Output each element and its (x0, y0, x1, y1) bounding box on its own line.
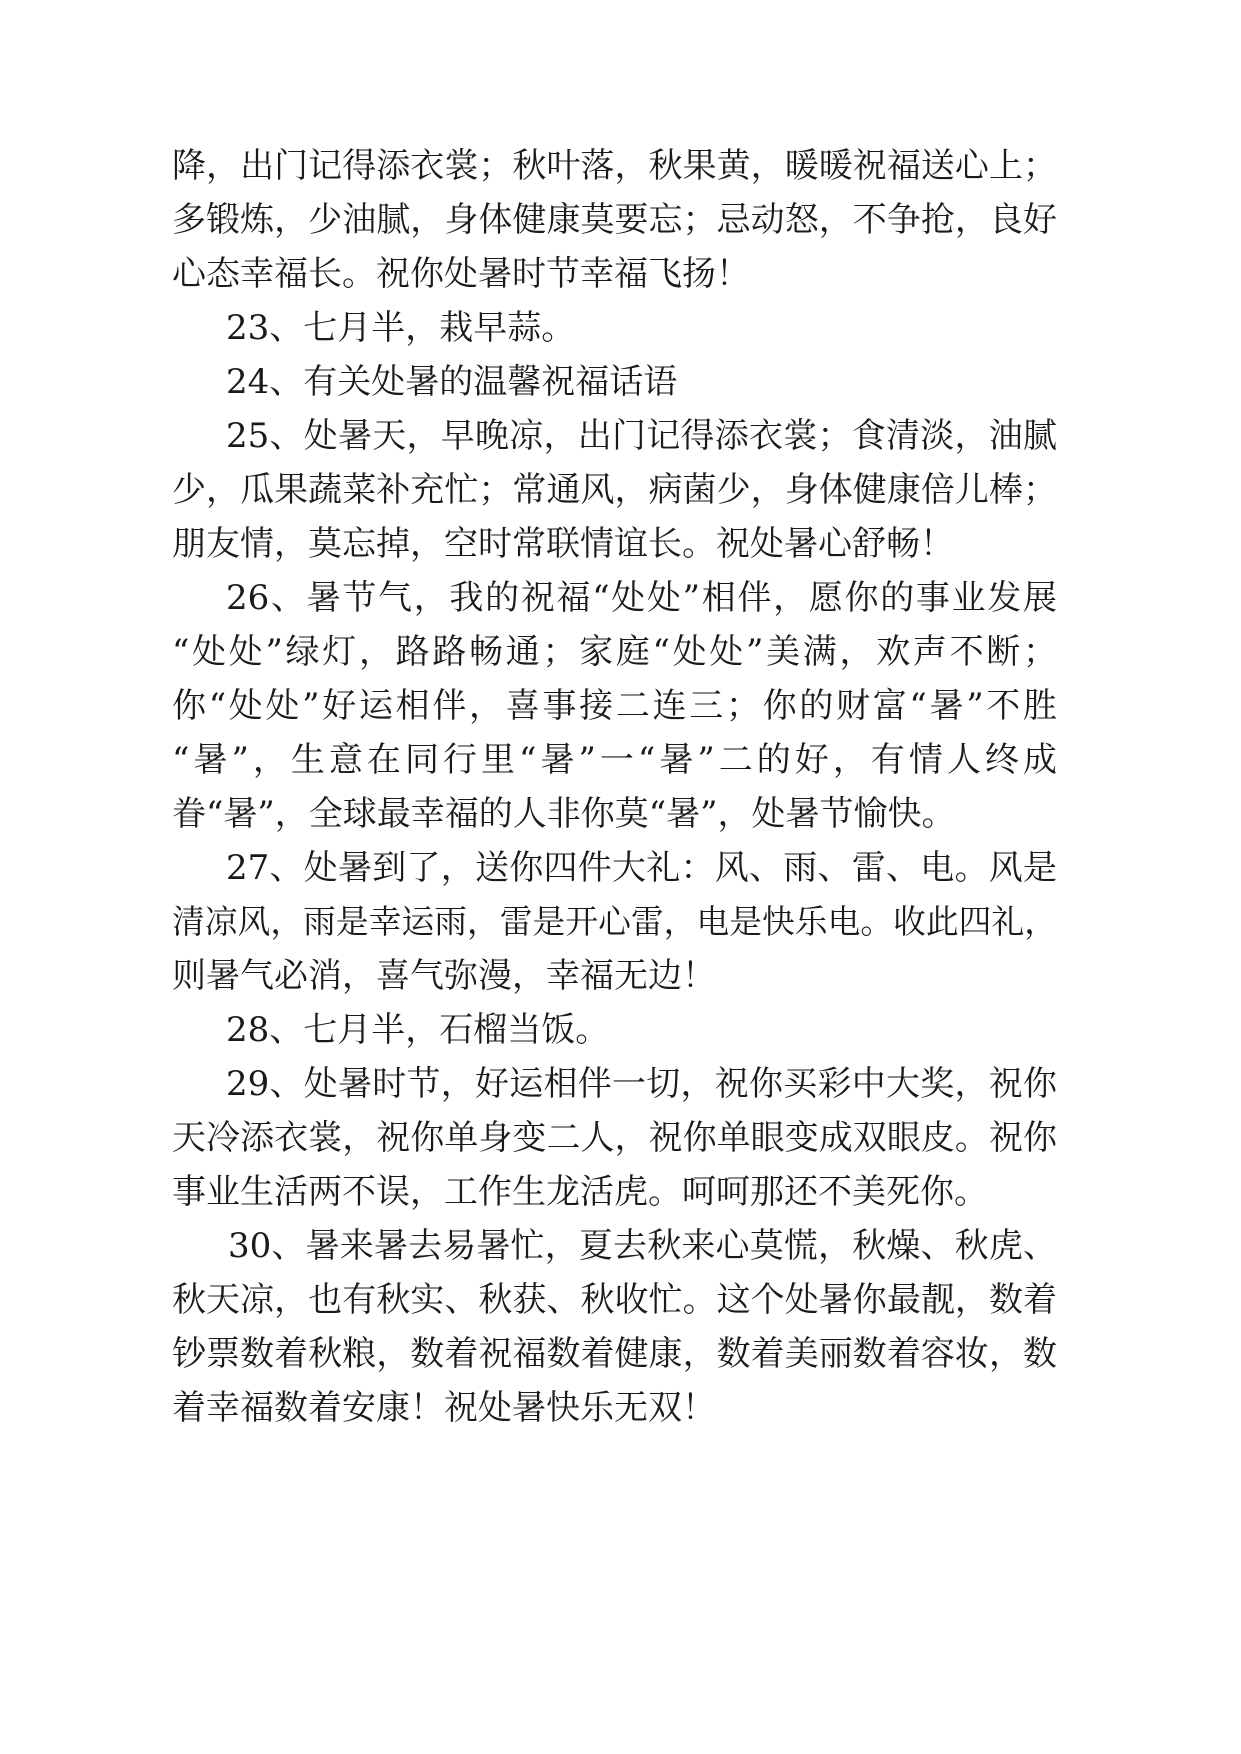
text-line: 事业生活两不误，工作生龙活虎。呵呵那还不美死你。 (172, 1172, 988, 1212)
text-line: 钞票数着秋粮，数着祝福数着健康，数着美丽数着容妆，数 (172, 1334, 1057, 1374)
text-line: “暑”，生意在同行里“暑”一“暑”二的好，有情人终成 (172, 740, 1057, 780)
text-line: 朋友情，莫忘掉，空时常联情谊长。祝处暑心舒畅！ (172, 524, 954, 564)
text-line: 27、处暑到了，送你四件大礼：风、雨、雷、电。风是 (226, 848, 1057, 888)
text-line: 26、暑节气，我的祝福“处处”相伴，愿你的事业发展 (226, 578, 1057, 618)
text-line: 清凉风，雨是幸运雨，雷是开心雷，电是快乐电。收此四礼， (172, 903, 1057, 941)
text-line: 心态幸福长。祝你处暑时节幸福飞扬！ (172, 254, 750, 294)
text-line: 24、有关处暑的温馨祝福话语 (226, 362, 678, 402)
text-line: 30、暑来暑去易暑忙，夏去秋来心莫慌，秋燥、秋虎、 (228, 1226, 1057, 1266)
text-line: 少，瓜果蔬菜补充忙；常通风，病菌少，身体健康倍儿棒； (172, 470, 1057, 510)
text-line: 25、处暑天，早晚凉，出门记得添衣裳；食清淡，油腻 (226, 416, 1057, 456)
text-line: 28、七月半，石榴当饭。 (226, 1010, 610, 1050)
text-line: “处处”绿灯，路路畅通；家庭“处处”美满，欢声不断； (172, 632, 1057, 672)
text-line: 秋天凉，也有秋实、秋获、秋收忙。这个处暑你最靓，数着 (172, 1280, 1057, 1320)
text-line: 多锻炼，少油腻，身体健康莫要忘；忌动怒，不争抢，良好 (172, 200, 1057, 240)
text-line: 眷“暑”，全球最幸福的人非你莫“暑”，处暑节愉快。 (172, 794, 956, 834)
text-line: 你“处处”好运相伴，喜事接二连三；你的财富“暑”不胜 (172, 686, 1057, 726)
text-line: 天冷添衣裳，祝你单身变二人，祝你单眼变成双眼皮。祝你 (172, 1118, 1057, 1158)
text-line: 29、处暑时节，好运相伴一切，祝你买彩中大奖，祝你 (226, 1064, 1057, 1104)
text-line: 23、七月半，栽早蒜。 (226, 308, 576, 348)
text-line: 着幸福数着安康！祝处暑快乐无双！ (172, 1388, 716, 1428)
text-line: 降，出门记得添衣裳；秋叶落，秋果黄，暖暖祝福送心上； (172, 146, 1057, 186)
text-line: 则暑气必消，喜气弥漫，幸福无边！ (172, 956, 716, 996)
